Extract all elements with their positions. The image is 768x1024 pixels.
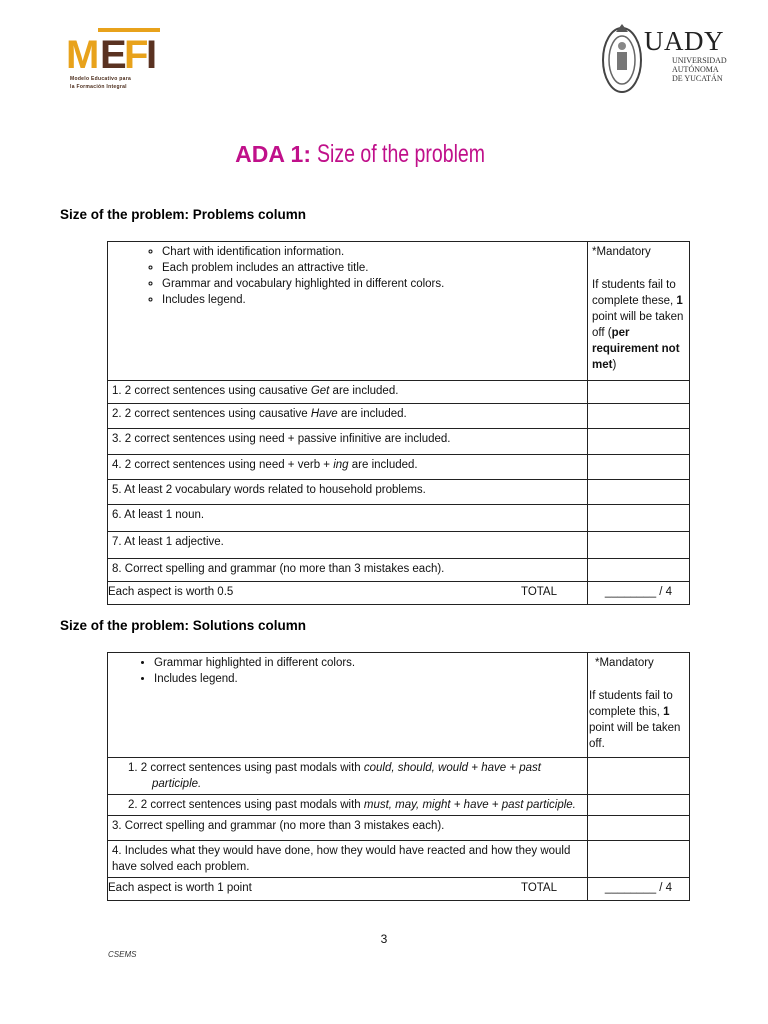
score-cell <box>588 758 690 795</box>
worth-text: Each aspect is worth 0.5 <box>108 586 234 598</box>
total-row-label <box>108 878 588 901</box>
total-label: TOTAL <box>521 882 557 894</box>
score-cell <box>588 841 690 878</box>
mandatory-cell <box>588 242 690 381</box>
worth-text: Each aspect is worth 1 point <box>108 882 252 894</box>
solutions-rubric-table <box>107 652 690 901</box>
mandatory-cell <box>588 653 690 758</box>
requirements-list <box>112 244 583 308</box>
uady-seal-icon <box>600 18 644 96</box>
criterion-4: 4. Includes what they would have done, how they would have reacted and how they would have solved each problem. <box>108 841 588 878</box>
table-row <box>108 404 690 429</box>
table-row <box>108 429 690 455</box>
mefi-logo <box>64 24 164 94</box>
score-cell <box>588 404 690 429</box>
score-cell <box>588 505 690 532</box>
criterion-5: 5. At least 2 vocabulary words related to household problems. <box>108 480 588 505</box>
mandatory-label: *Mandatory <box>592 246 651 258</box>
criterion-3: 3. Correct spelling and grammar (no more than 3 mistakes each). <box>108 816 588 841</box>
mandatory-label: *Mandatory <box>595 657 654 669</box>
section-heading-solutions: Size of the problem: Solutions column <box>60 618 307 633</box>
svg-text:I: I <box>146 33 158 74</box>
list-item: • Grammar highlighted in different colors. <box>154 655 583 671</box>
list-item: ◦ Grammar and vocabulary highlighted in different colors. <box>162 276 583 292</box>
score-cell <box>588 532 690 559</box>
title-ada: ADA 1: <box>235 141 311 167</box>
section-heading-problems: Size of the problem: Problems column <box>60 207 307 222</box>
requirements-cell <box>108 242 588 381</box>
criterion-7: 7. At least 1 adjective. <box>108 532 588 559</box>
table-row <box>108 841 690 878</box>
svg-text:F: F <box>124 33 149 74</box>
list-item: ◦ Chart with identification information. <box>162 244 583 260</box>
table-row <box>108 505 690 532</box>
svg-text:E: E <box>100 33 127 74</box>
mefi-logo-icon <box>64 24 164 74</box>
list-item: ◦ Each problem includes an attractive title. <box>162 260 583 276</box>
uady-name: UADY <box>644 26 724 56</box>
problems-rubric-table <box>107 241 690 605</box>
footer-text: CSEMS <box>108 950 137 959</box>
mefi-tagline-1: Modelo Educativo para <box>70 76 132 82</box>
requirements-cell <box>108 653 588 758</box>
total-row-label <box>108 582 588 605</box>
list-item: ◦ Includes legend. <box>162 292 583 308</box>
table-row <box>108 381 690 404</box>
table-row <box>108 480 690 505</box>
criterion-8: 8. Correct spelling and grammar (no more than 3 mistakes each). <box>108 559 588 582</box>
uady-sub-3: DE YUCATÁN <box>672 74 723 83</box>
svg-text:M: M <box>66 33 100 74</box>
table-row <box>108 582 690 605</box>
score-cell <box>588 559 690 582</box>
table-row <box>108 816 690 841</box>
score-cell <box>588 381 690 404</box>
table-row <box>108 559 690 582</box>
page-number: 3 <box>380 932 388 946</box>
title-rest: Size of the problem <box>317 140 486 168</box>
uady-logo <box>600 18 768 98</box>
mandatory-note: If students fail to complete this, 1 point will be taken off. <box>589 690 681 750</box>
criterion-2: 2. 2 correct sentences using causative Have are included. <box>108 404 588 429</box>
table-row <box>108 758 690 795</box>
criterion-2: 2. 2 correct sentences using past modals with must, may, might + have + past participle. <box>108 795 588 816</box>
total-score-cell: ________ / 4 <box>588 878 690 901</box>
total-label: TOTAL <box>521 586 557 598</box>
criterion-1: 1. 2 correct sentences using causative Get are included. <box>108 381 588 404</box>
table-row <box>108 878 690 901</box>
criterion-3: 3. 2 correct sentences using need + passive infinitive are included. <box>108 429 588 455</box>
table-row <box>108 532 690 559</box>
score-cell <box>588 480 690 505</box>
table-row <box>108 795 690 816</box>
score-cell <box>588 429 690 455</box>
score-cell <box>588 816 690 841</box>
mefi-tagline-2: la Formación Integral <box>70 84 127 90</box>
uady-sub-1: UNIVERSIDAD <box>672 56 727 65</box>
score-cell <box>588 795 690 816</box>
score-cell <box>588 455 690 480</box>
table-row <box>108 653 690 758</box>
page-title <box>0 140 768 169</box>
criterion-1: 1. 2 correct sentences using past modals with could, should, would + have + past participle. <box>108 758 588 795</box>
list-item: • Includes legend. <box>154 671 583 687</box>
mandatory-note: If students fail to complete these, 1 point will be taken off (per requirement not met) <box>592 279 684 371</box>
criterion-6: 6. At least 1 noun. <box>108 505 588 532</box>
criterion-4: 4. 2 correct sentences using need + verb + ing are included. <box>108 455 588 480</box>
requirements-list <box>112 655 583 687</box>
table-row <box>108 242 690 381</box>
uady-sub-2: AUTÓNOMA <box>672 65 719 74</box>
total-score-cell: ________ / 4 <box>588 582 690 605</box>
table-row <box>108 455 690 480</box>
